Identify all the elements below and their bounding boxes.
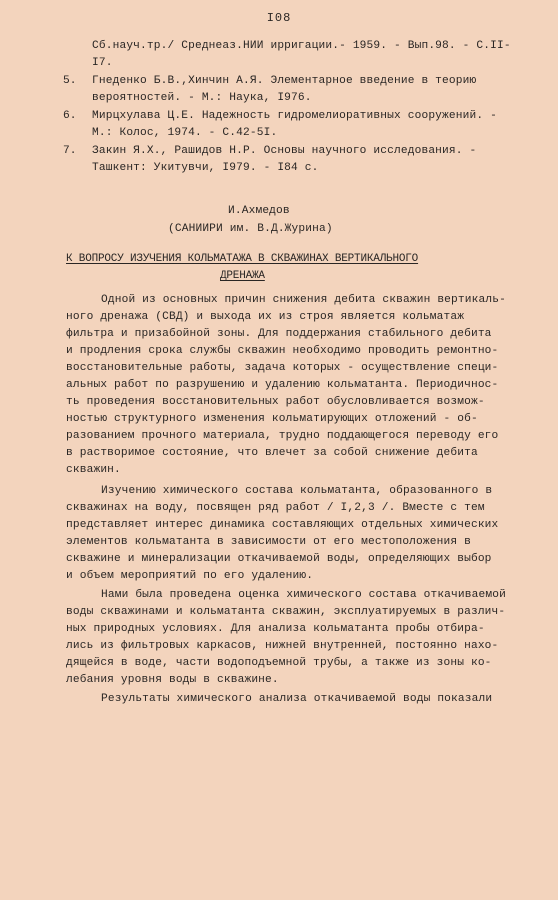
- reference-number: 7.: [63, 145, 77, 157]
- reference-line: Закин Я.Х., Рашидов Н.Р. Основы научного исследования. -: [92, 145, 477, 157]
- body-line: дящейся в воде, части водоподъемной трубы, а также из зоны ко-: [66, 657, 492, 669]
- body-line: и объем мероприятий по его удалению.: [66, 570, 314, 582]
- author-name: И.Ахмедов: [228, 205, 290, 217]
- body-line: представляет интерес динамика составляющих отдельных химических: [66, 519, 499, 531]
- body-line: скважине и минерализации откачиваемой воды, определяющих выбор: [66, 553, 492, 565]
- reference-line: вероятностей. - М.: Наука, I976.: [92, 92, 312, 104]
- reference-line: Сб.науч.тр./ Среднеаз.НИИ ирригации.- 1959. - Вып.98. - С.II-: [92, 40, 511, 52]
- body-line: Одной из основных причин снижения дебита скважин вертикаль-: [101, 294, 506, 306]
- body-line: ностью структурного изменения кольматирующих отложений - об-: [66, 413, 478, 425]
- author-affiliation: (САНИИРИ им. В.Д.Журина): [168, 223, 333, 235]
- body-line: Изучению химического состава кольматанта, образованного в: [101, 485, 493, 497]
- reference-line: М.: Колос, 1974. - С.42-5I.: [92, 127, 278, 139]
- page-number: I08: [266, 11, 292, 25]
- body-line: элементов кольматанта в зависимости от его местоположения в: [66, 536, 471, 548]
- body-line: восстановительные работы, задача которых - осуществление специ-: [66, 362, 499, 374]
- reference-line: Ташкент: Укитувчи, I979. - I84 с.: [92, 162, 319, 174]
- body-line: скважинах на воду, посвящен ряд работ / I,2,3 /. Вместе с тем: [66, 502, 485, 514]
- body-line: и продления срока службы скважин необходимо проводить ремонтно-: [66, 345, 499, 357]
- body-line: лебания уровня воды в скважине.: [66, 674, 279, 686]
- reference-line: Гнеденко Б.В.,Хинчин А.Я. Элементарное введение в теорию: [92, 75, 477, 87]
- body-line: ть проведения восстановительных работ обусловливается возмож-: [66, 396, 485, 408]
- body-line: ного дренажа (СВД) и выхода их из строя является кольматаж: [66, 311, 465, 323]
- reference-number: 6.: [63, 110, 77, 122]
- reference-line: I7.: [92, 57, 113, 69]
- reference-number: 5.: [63, 75, 77, 87]
- article-title-line-1: К ВОПРОСУ ИЗУЧЕНИЯ КОЛЬМАТАЖА В СКВАЖИНАХ ВЕРТИКАЛЬНОГО: [66, 253, 419, 265]
- body-line: в растворимое состояние, что влечет за собой снижение дебита: [66, 447, 478, 459]
- body-line: фильтра и призабойной зоны. Для поддержания стабильного дебита: [66, 328, 492, 340]
- article-title-line-2: ДРЕНАЖА: [220, 270, 265, 282]
- reference-line: Мирцхулава Ц.Е. Надежность гидромелиоративных сооружений. -: [92, 110, 497, 122]
- body-line: ных природных условиях. Для анализа кольматанта пробы отбира-: [66, 623, 485, 635]
- body-line: скважин.: [66, 464, 121, 476]
- body-line: альных работ по разрушению и удалению кольматанта. Периодичнос-: [66, 379, 499, 391]
- body-line: разованием прочного материала, трудно поддающегося переводу его: [66, 430, 499, 442]
- body-line: Нами была проведена оценка химического состава откачиваемой: [101, 589, 506, 601]
- body-line: воды скважинами и кольматанта скважин, эксплуатируемых в различ-: [66, 606, 506, 618]
- body-line: Результаты химического анализа откачиваемой воды показали: [101, 693, 493, 705]
- body-line: лись из фильтровых каркасов, нижней внутренней, постоянно нахо-: [66, 640, 499, 652]
